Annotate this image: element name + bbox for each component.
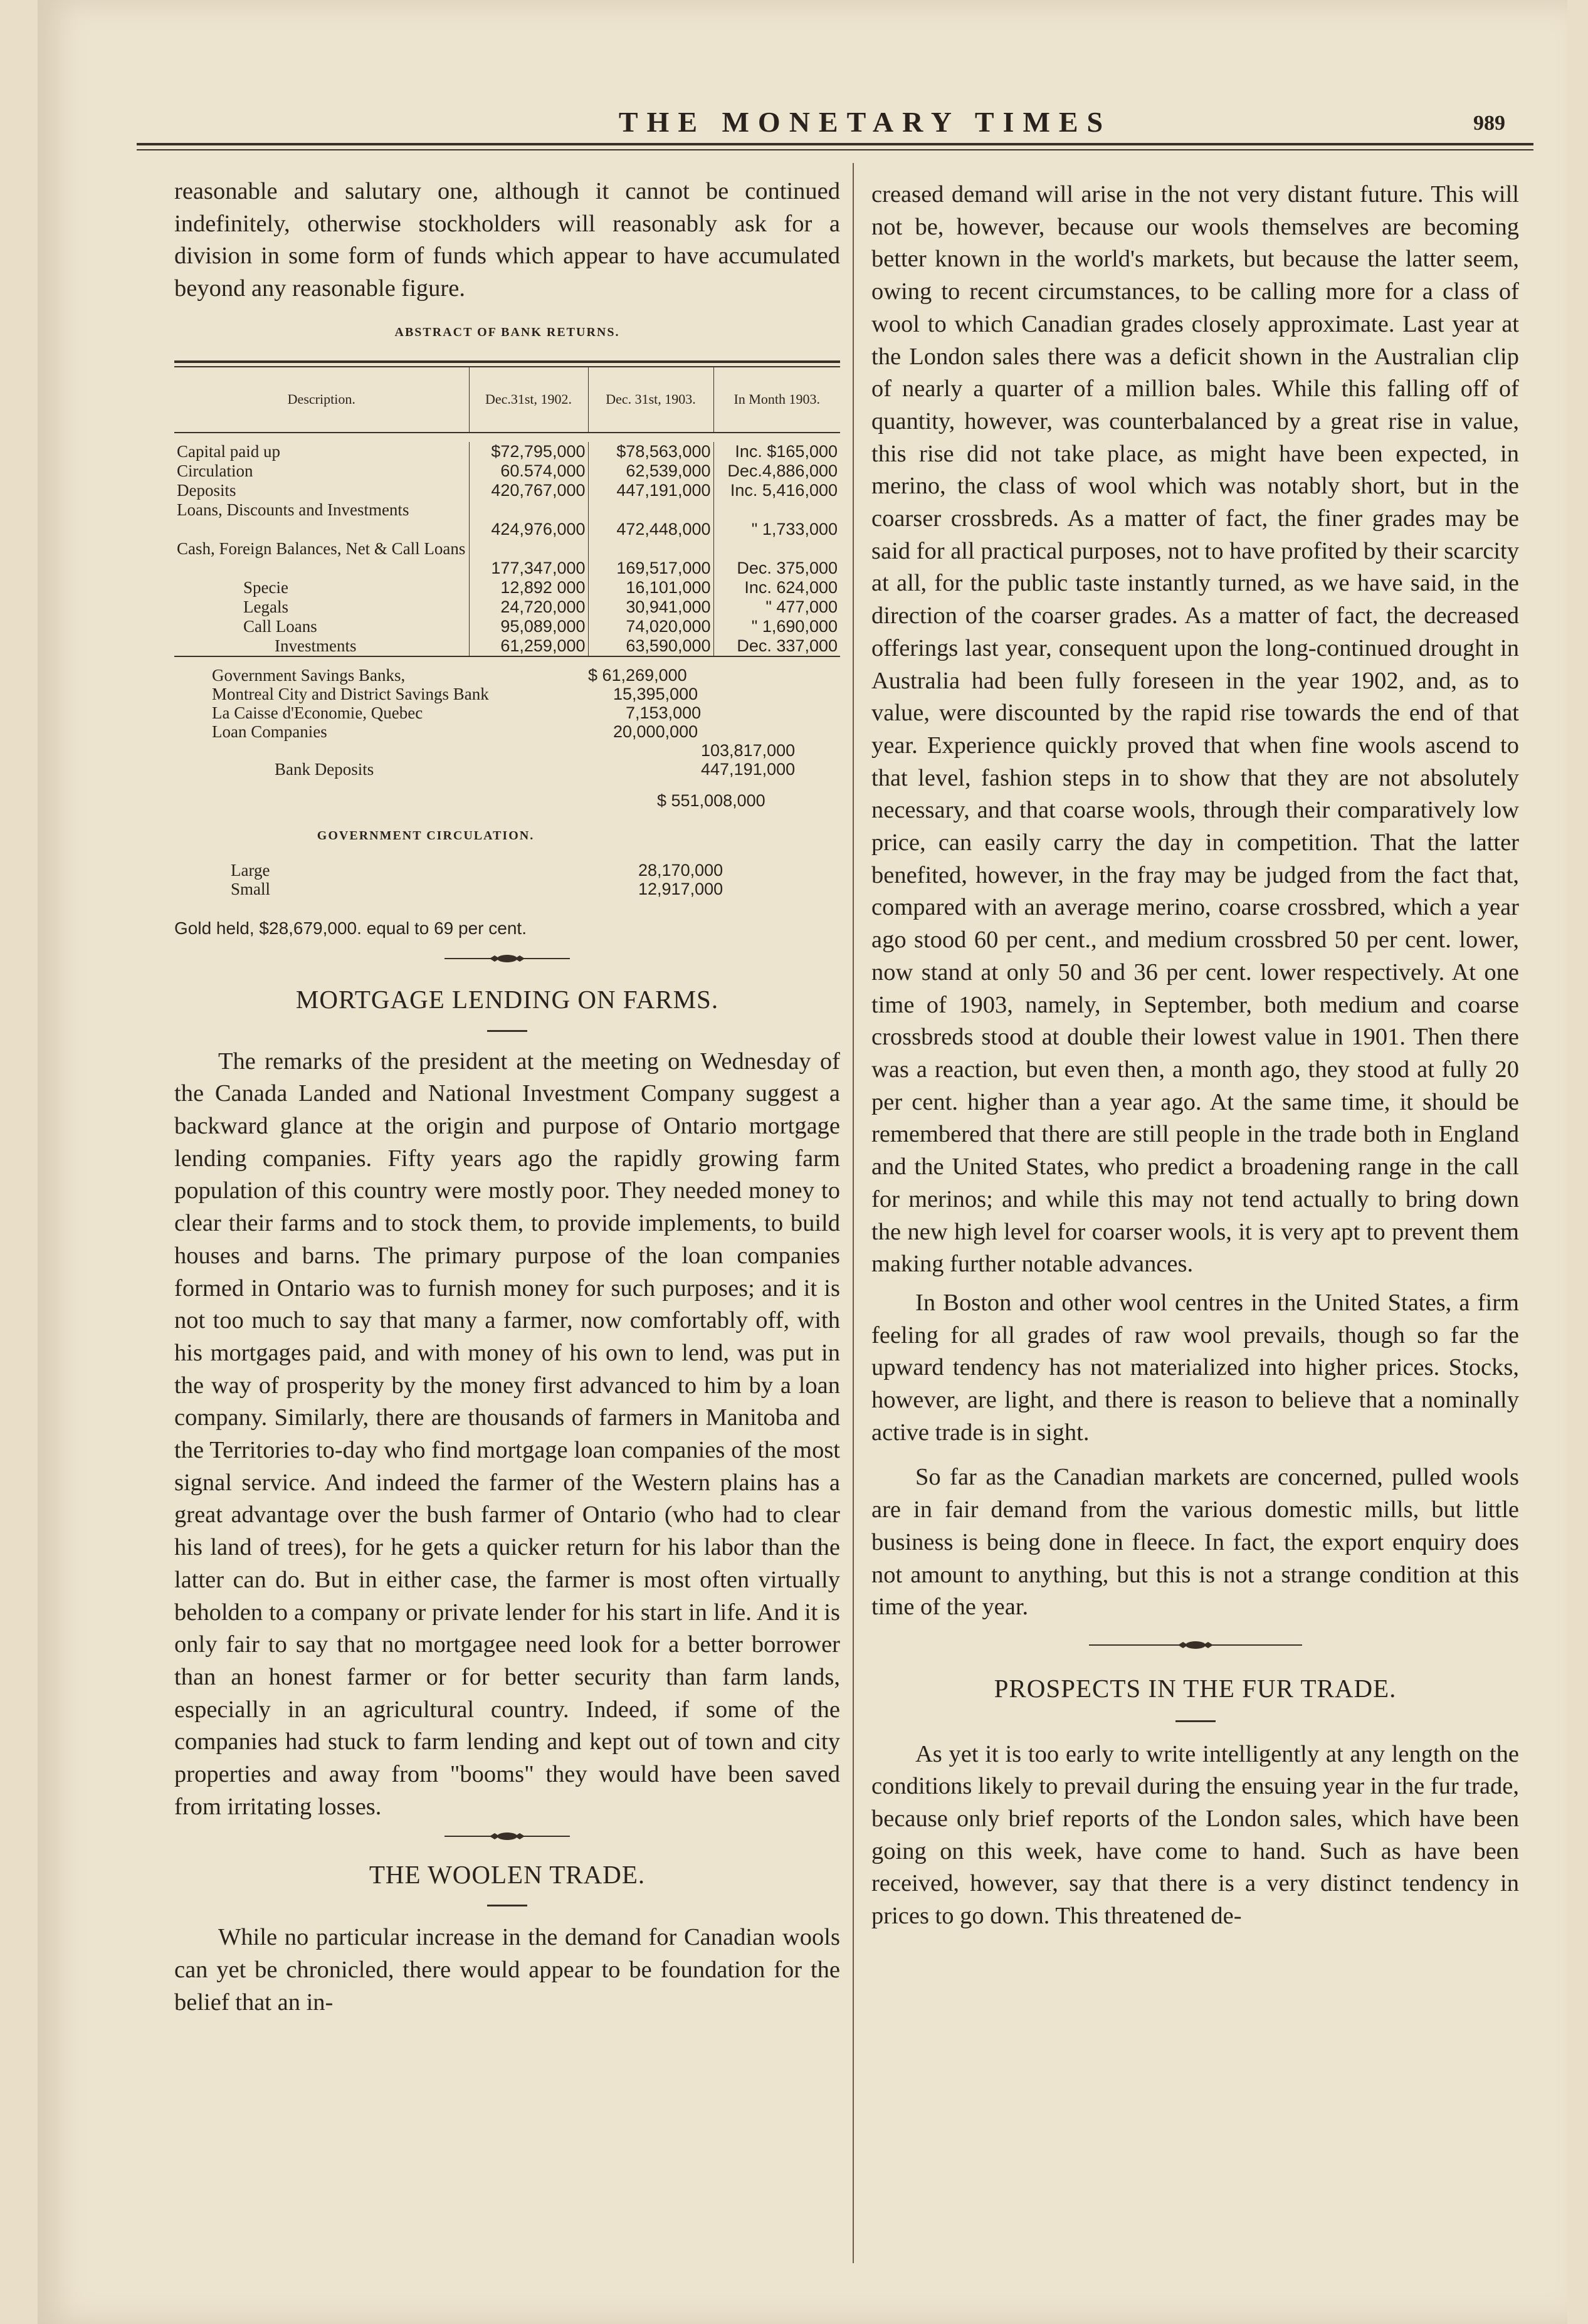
row-month: " 1,733,000 [713,500,840,539]
column-divider [853,163,854,2263]
gov-circulation-title: GOVERNMENT CIRCULATION. [317,828,535,843]
gov-circulation-table [174,861,840,898]
header-description: Description. [287,391,355,407]
header-rule-thin [137,149,1533,150]
row-1902: 61,259,000 [469,636,588,656]
row-desc: Capital paid up [177,441,280,461]
row-1902: $72,795,000 [469,442,588,461]
section-ornament [174,954,840,964]
canadian-markets-paragraph: So far as the Canadian markets are concerned, pulled wools are in fair demand from the various domestic mills, but little business is being done in fleece. In fact, the export enquiry does not amount to anything, but this is not a strange condition at this time of the year. [871,1464,1519,1621]
row-1903: 63,590,000 [588,636,713,656]
table-row [174,685,840,703]
table-row [174,578,840,597]
boston-paragraph: In Boston and other wool centres in the United States, a firm feeling for all grades of raw wool prevails, though so far the upward tendency has not materialized into higher prices. Stocks, however, are light, and there is reason to believe that a nominally active trade is in sight. [871,1289,1519,1446]
gov-desc: Small [231,880,271,899]
abstract-top-rule [174,360,840,363]
row-desc: Cash, Foreign Balances, Net & Call Loans [177,539,466,558]
header-month-1903: In Month 1903. [713,367,840,433]
savings-table [174,666,840,810]
gold-held-line: Gold held, $28,679,000. equal to 69 per cent. [174,918,527,939]
woolen-heading: THE WOOLEN TRADE. [369,1859,646,1889]
savings-desc: Government Savings Banks, [212,665,406,685]
table-row [174,461,840,481]
section-ornament [871,1640,1519,1650]
row-month: Inc. $165,000 [713,442,840,461]
woolen-paragraph: While no particular increase in the demand for Canadian wools can yet be chronicled, there would appear to be foundation for the belief that an in- [174,1924,840,2016]
table-row [174,617,840,636]
row-month: " 1,690,000 [713,617,840,636]
row-1903: 62,539,000 [588,461,713,481]
row-desc: Circulation [177,461,253,480]
row-1903: $78,563,000 [588,442,713,461]
savings-desc: La Caisse d'Economie, Quebec [212,703,423,722]
divider-ornament-icon [444,1831,570,1841]
fur-trade-heading: PROSPECTS IN THE FUR TRADE. [994,1673,1397,1703]
table-row [174,500,840,539]
savings-value: 7,153,000 [626,703,702,722]
section-ornament [174,1831,840,1841]
row-month: Dec. 375,000 [713,539,840,578]
divider-ornament-icon [444,954,570,964]
table-row [174,636,840,656]
divider-ornament-icon [1089,1640,1302,1650]
row-month: " 477,000 [713,597,840,617]
grand-total: $ 551,008,000 [657,791,765,810]
row-1903: 472,448,000 [588,500,713,539]
table-row [174,666,840,685]
row-desc: Deposits [177,480,236,500]
table-row [174,722,840,741]
bank-returns-table [174,367,840,657]
row-1903: 74,020,000 [588,617,713,636]
header-dec-1903: Dec. 31st, 1903. [588,367,713,433]
row-month: Inc. 5,416,000 [713,481,840,500]
bank-deposits-value: 447,191,000 [701,759,796,779]
row-desc: Investments [275,636,357,655]
gov-desc: Large [231,861,270,880]
table-row [174,539,840,578]
table-row [174,861,840,880]
table-row [174,597,840,617]
heading-rule [1175,1720,1216,1722]
newspaper-page [38,0,1567,2324]
row-desc: Legals [243,597,288,616]
page-number: 989 [1473,112,1505,135]
row-1903: 447,191,000 [588,481,713,500]
table-row [174,880,840,898]
row-1903: 16,101,000 [588,578,713,597]
fur-trade-paragraph: As yet it is too early to write intelligently at any length on the conditions likely to prevail during the ensuing year in the fur trade, because only brief reports of the London sales, which have been going on this week, have come to hand. Such as have been received, however, say that there is a very distinct tendency in prices to go down. This threatened de- [871,1740,1519,1930]
gov-value: 28,170,000 [638,861,723,880]
row-1902: 95,089,000 [469,617,588,636]
gov-value: 12,917,000 [638,880,723,899]
row-month: Dec. 337,000 [713,636,840,656]
row-1903: 169,517,000 [588,539,713,578]
intro-paragraph: reasonable and salutary one, although it cannot be continued indefinitely, otherwise stockholders will reasonably ask for a division in some form of funds which appear to have accumulated beyond any reasonable figure. [174,178,840,302]
row-1902: 24,720,000 [469,597,588,617]
table-row [174,791,840,810]
bank-deposits-label: Bank Deposits [275,759,374,779]
table-row [174,741,840,760]
abstract-title: ABSTRACT OF BANK RETURNS. [394,325,620,339]
woolen-continued-paragraph: creased demand will arise in the not very distant future. This will not be, however, because our wools themselves are becoming better known in the world's markets, but because the latter seem, owing to recent circumstances, to be calling more for a class of wool to which Canadian grades closely approximate. Last year at the London sales there was a deficit shown in the Australian clip of nearly a quarter of a million bales. While this falling off of quantity, however, was counterbalanced by a great rise in value, this rise did not take place, as might have been expected, in merino, the class of wool which was notably short, but in the coarser crossbreds. As a matter of fact, the finer grades may be said for all practical purposes, not to have profited by their scarcity at all, for the public taste instantly turned, as we have said, in the direction of the coarser grades. As a matter of fact, the decreased offerings last year, consequent upon the long-continued drought in Australia had been fully foreseen in the year 1902, and, as to value, were discounted by the rapid rise towards the end of that year. Experience quickly proved that when fine wools ascend to that level, fashion steps in to show that they are not absolutely necessary, and that coarse wools, through their comparatively low price, can easily carry the day in competition. That the latter benefited, however, in the fray may be judged from the fact that, compared with an average merino, coarse crossbred, which a year ago stood 60 per cent., and medium crossbred 50 per cent. lower, now stand at only 50 and 36 per cent. lower respectively. At one time of 1903, namely, in September, both medium and coarse crossbreds stood at double their lowest value in 1901. Then there was a reaction, but even then, a month ago, they stood at fully 20 per cent. higher than a year ago. At the same time, it should be remembered that there are still people in the trade both in England and the United States, who predict a broadening range in the call for merinos; and while this may not tend actually to bring down the new high level for coarser wools, it is very apt to prevent them making further notable advances. [871,181,1519,1278]
table-row [174,760,840,779]
row-1903: 30,941,000 [588,597,713,617]
row-month: Dec.4,886,000 [713,461,840,481]
header-rule-thick [137,143,1533,145]
right-column [871,179,1519,1933]
row-desc: Call Loans [243,616,317,636]
row-desc: Loans, Discounts and Investments [177,500,409,519]
masthead-title: THE MONETARY TIMES [618,106,1112,138]
left-column [174,176,840,2019]
row-1902: 424,976,000 [469,500,588,539]
row-1902: 60.574,000 [469,461,588,481]
savings-value: $ 61,269,000 [588,665,687,685]
table-row [174,442,840,461]
savings-subtotal: 103,817,000 [701,740,796,760]
heading-rule [487,1905,527,1906]
mortgage-paragraph: The remarks of the president at the meeting on Wednesday of the Canada Landed and National Investment Company suggest a backward glance at the origin and purpose of Ontario mortgage lending companies. Fifty years ago the rapidly growing farm population of this country were mostly poor. They needed money to clear their farms and to stock them, to provide implements, to build houses and barns. The primary purpose of the loan companies formed in Ontario was to furnish money for such purposes; and it is not too much to say that many a farmer, now comfortably off, with his mortgages paid, and with money of his own to lend, was put in the way of prosperity by the money first advanced to him by a loan company. Similarly, there are thousands of farmers in Manitoba and the Territories to-day who find mortgage loan companies of the most signal service. And indeed the farmer of the Western plains has a great advantage over the bush farmer of Ontario (who had to clear his land of trees), for he gets a quicker return for his labor than the latter can do. But in either case, the farmer is most often virtually beholden to a company or private lender for his start in life. And it is only fair to say that no mortgagee need look for a better borrower than an honest farmer or for better security than farm lands, especially in an agricultural country. Indeed, if some of the companies had stuck to farm lending and kept out of town and city properties and away from "booms" they would have been saved from irritating losses. [174,1048,840,1820]
savings-desc: Montreal City and District Savings Bank [212,684,489,703]
savings-value: 20,000,000 [613,722,698,741]
table-row [174,481,840,500]
row-month: Inc. 624,000 [713,578,840,597]
mortgage-heading: MORTGAGE LENDING ON FARMS. [295,984,719,1014]
row-1902: 12,892 000 [469,578,588,597]
savings-value: 15,395,000 [613,684,698,703]
heading-rule [487,1030,527,1032]
table-row [174,703,840,722]
header-dec-1902: Dec.31st, 1902. [469,367,588,433]
savings-desc: Loan Companies [212,722,327,741]
row-desc: Specie [243,577,288,597]
row-1902: 420,767,000 [469,481,588,500]
row-1902: 177,347,000 [469,539,588,578]
